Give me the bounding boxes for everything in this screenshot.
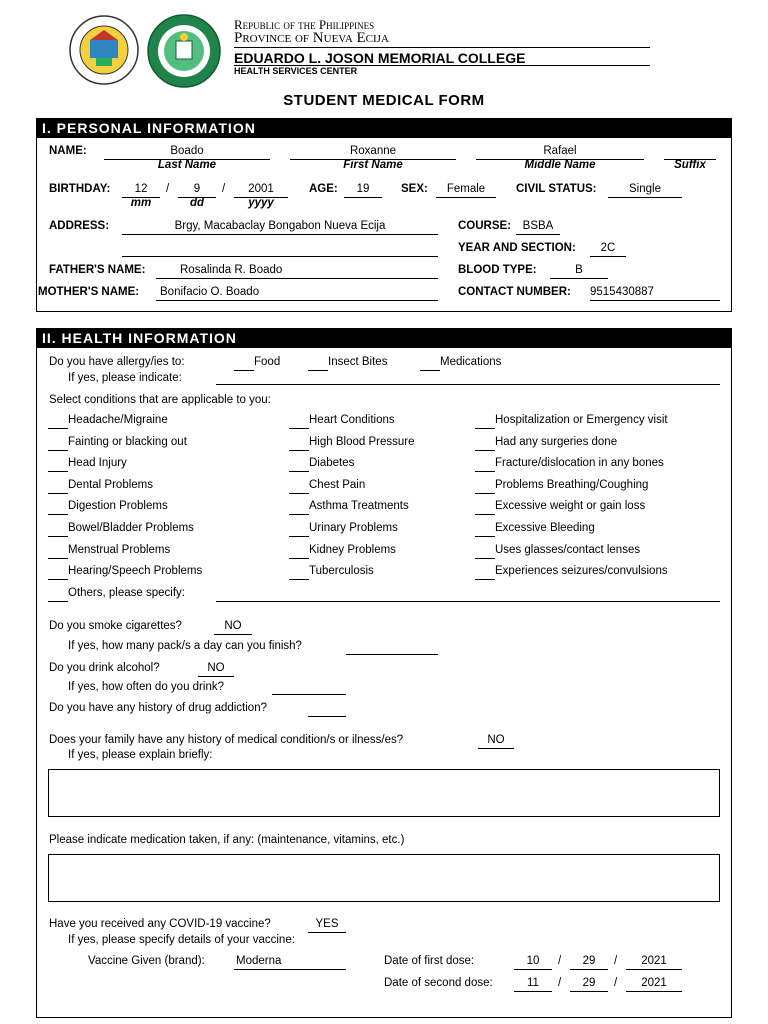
suffix-caption: Suffix xyxy=(674,159,706,171)
condition-checkbox[interactable] xyxy=(289,428,309,429)
dose1-slash-1: / xyxy=(558,955,562,967)
condition-label: Chest Pain xyxy=(309,478,366,491)
birthday-mm-caption: mm xyxy=(130,197,152,209)
vaccine-brand-label: Vaccine Given (brand): xyxy=(88,955,205,967)
condition-label: Fainting or blacking out xyxy=(68,435,187,448)
condition-checkbox[interactable] xyxy=(289,471,309,472)
dose2-month-line xyxy=(514,991,552,992)
sex-line xyxy=(436,197,496,198)
civil-status-value[interactable]: Single xyxy=(629,183,661,195)
allergy-medication-label: Medications xyxy=(440,356,502,368)
alcohol-question: Do you drink alcohol? xyxy=(49,662,160,674)
year-section-label: YEAR AND SECTION: xyxy=(458,242,576,254)
condition-checkbox[interactable] xyxy=(475,471,495,472)
dose2-slash-2: / xyxy=(614,977,618,989)
header-province: Province of Nueva Ecija xyxy=(234,30,389,46)
age-label: AGE: xyxy=(309,183,338,195)
condition-checkbox[interactable] xyxy=(475,536,495,537)
dose2-year[interactable]: 2021 xyxy=(641,977,667,989)
dose2-slash-1: / xyxy=(558,977,562,989)
family-question: Does your family have any history of medical condition/s or ilness/es? xyxy=(49,734,404,746)
birthday-label: BIRTHDAY: xyxy=(49,183,111,195)
condition-label: Tuberculosis xyxy=(309,565,374,578)
family-sub-label: If yes, please explain briefly: xyxy=(68,749,213,761)
smoke-answer-line xyxy=(214,634,252,635)
dose1-month-line xyxy=(514,969,552,970)
birthday-yyyy-caption: yyyy xyxy=(248,197,274,209)
age-line xyxy=(344,197,382,198)
condition-label: Experiences seizures/convulsions xyxy=(495,565,668,578)
middle-name-caption: Middle Name xyxy=(524,159,596,171)
last-name-value[interactable]: Boado xyxy=(170,145,204,157)
age-value[interactable]: 19 xyxy=(356,183,370,195)
address-label: ADDRESS: xyxy=(49,220,110,232)
civil-status-label: CIVIL STATUS: xyxy=(516,183,597,195)
covid-question: Have you received any COVID-19 vaccine? xyxy=(49,918,271,930)
dose1-label: Date of first dose: xyxy=(384,955,475,967)
dose2-month[interactable]: 11 xyxy=(527,977,539,989)
alcohol-answer[interactable]: NO xyxy=(207,662,225,674)
condition-label: Hearing/Speech Problems xyxy=(68,565,203,578)
alcohol-sub-label: If yes, how often do you drink? xyxy=(68,681,224,693)
first-name-caption: First Name xyxy=(343,159,403,171)
mother-line xyxy=(156,300,438,301)
family-answer-line xyxy=(478,748,514,749)
birthday-mm-value[interactable]: 12 xyxy=(134,183,148,195)
condition-checkbox[interactable] xyxy=(475,558,495,559)
dose2-day-line xyxy=(570,991,608,992)
allergy-indicate-line[interactable] xyxy=(216,384,720,385)
year-section-line xyxy=(590,256,626,257)
father-label: FATHER'S NAME: xyxy=(49,264,146,276)
covid-answer[interactable]: YES xyxy=(315,918,339,930)
allergy-medication-blank[interactable] xyxy=(420,370,440,371)
birthday-slash-1: / xyxy=(166,183,170,195)
birthday-dd-value[interactable]: 9 xyxy=(193,183,201,195)
condition-label: Hospitalization or Emergency visit xyxy=(495,414,668,426)
course-line xyxy=(516,234,560,235)
condition-checkbox[interactable] xyxy=(289,579,309,580)
form-title: STUDENT MEDICAL FORM xyxy=(283,92,485,109)
condition-checkbox[interactable] xyxy=(48,579,68,580)
dose1-year[interactable]: 2021 xyxy=(641,955,667,967)
family-answer[interactable]: NO xyxy=(487,734,505,746)
condition-checkbox[interactable] xyxy=(289,450,309,451)
contact-value[interactable]: 9515430887 xyxy=(590,286,654,298)
header-center: HEALTH SERVICES CENTER xyxy=(234,66,358,76)
allergy-indicate-label: If yes, please indicate: xyxy=(68,372,182,384)
condition-label: Diabetes xyxy=(309,457,355,470)
header-republic: Republic of the Philippines xyxy=(234,17,375,32)
header-divider-top xyxy=(234,47,650,48)
medication-box[interactable] xyxy=(48,854,720,902)
condition-label: Heart Conditions xyxy=(309,414,395,426)
birthday-yyyy-value[interactable]: 2001 xyxy=(248,183,274,195)
dose1-day-line xyxy=(570,969,608,970)
condition-checkbox[interactable] xyxy=(289,514,309,515)
vaccine-brand-value[interactable]: Moderna xyxy=(236,955,282,967)
allergy-food-blank[interactable] xyxy=(234,370,254,371)
dose2-day[interactable]: 29 xyxy=(582,977,596,989)
middle-name-value[interactable]: Rafael xyxy=(543,145,577,157)
first-name-value[interactable]: Roxanne xyxy=(349,145,397,157)
father-value[interactable]: Rosalinda R. Boado xyxy=(180,264,283,276)
father-line xyxy=(156,278,438,279)
covid-sub-label: If yes, please specify details of your vaccine: xyxy=(68,934,295,946)
condition-checkbox[interactable] xyxy=(475,428,495,429)
blood-type-value[interactable]: B xyxy=(575,264,583,276)
condition-label: Head Injury xyxy=(68,457,127,470)
condition-label: Problems Breathing/Coughing xyxy=(495,478,649,491)
dose2-year-line xyxy=(626,991,682,992)
condition-checkbox[interactable] xyxy=(289,493,309,494)
condition-label: Had any surgeries done xyxy=(495,435,618,448)
dose1-slash-2: / xyxy=(614,955,618,967)
dose1-month[interactable]: 10 xyxy=(526,955,540,967)
smoke-answer[interactable]: NO xyxy=(224,620,242,632)
smoke-sub-label: If yes, how many pack/s a day can you finish? xyxy=(68,640,302,652)
condition-checkbox[interactable] xyxy=(48,558,68,559)
select-conditions-label: Select conditions that are applicable to you: xyxy=(49,394,271,406)
birthday-dd-caption: dd xyxy=(189,197,205,209)
condition-label: Asthma Treatments xyxy=(309,500,409,513)
drug-question: Do you have any history of drug addiction? xyxy=(49,702,267,714)
condition-checkbox[interactable] xyxy=(48,428,68,429)
civil-status-line xyxy=(608,197,682,198)
medication-question: Please indicate medication taken, if any: (maintenance, vitamins, etc.) xyxy=(49,834,405,846)
condition-checkbox[interactable] xyxy=(475,514,495,515)
course-label: COURSE: xyxy=(458,220,512,232)
blood-type-line xyxy=(550,278,608,279)
smoke-question: Do you smoke cigarettes? xyxy=(49,620,182,632)
contact-line xyxy=(590,300,720,301)
condition-label: Headache/Migraine xyxy=(68,414,168,426)
blood-type-label: BLOOD TYPE: xyxy=(458,264,537,276)
condition-label: Dental Problems xyxy=(68,478,154,491)
others-blank[interactable] xyxy=(48,601,68,602)
allergy-insect-blank[interactable] xyxy=(308,370,328,371)
condition-label: Menstrual Problems xyxy=(68,543,171,556)
others-label: Others, please specify: xyxy=(68,587,185,599)
course-value[interactable]: BSBA xyxy=(522,220,554,232)
allergy-question: Do you have allergy/ies to: xyxy=(49,356,185,368)
province-seal xyxy=(68,14,140,86)
condition-checkbox[interactable] xyxy=(48,471,68,472)
condition-checkbox[interactable] xyxy=(48,493,68,494)
drug-answer-line[interactable] xyxy=(308,716,346,717)
condition-label: Kidney Problems xyxy=(309,543,396,556)
condition-label: Urinary Problems xyxy=(309,522,398,534)
contact-label: CONTACT NUMBER: xyxy=(458,286,571,298)
family-explain-box[interactable] xyxy=(48,769,720,817)
address-line-1 xyxy=(122,234,438,235)
condition-checkbox[interactable] xyxy=(289,558,309,559)
condition-label: Fracture/dislocation in any bones xyxy=(495,457,664,470)
address-value[interactable]: Brgy, Macabaclay Bongabon Nueva Ecija xyxy=(174,220,386,232)
condition-checkbox[interactable] xyxy=(48,514,68,515)
college-seal xyxy=(146,13,222,89)
vaccine-brand-line xyxy=(234,969,346,970)
condition-checkbox[interactable] xyxy=(475,579,495,580)
alcohol-sub-line[interactable] xyxy=(272,694,346,695)
others-line[interactable] xyxy=(216,601,720,602)
year-section-value[interactable]: 2C xyxy=(600,242,616,254)
condition-label: High Blood Pressure xyxy=(309,435,415,448)
smoke-sub-line[interactable] xyxy=(346,654,438,655)
name-label: NAME: xyxy=(49,145,87,157)
covid-answer-line xyxy=(308,932,346,933)
condition-label: Excessive weight or gain loss xyxy=(495,500,646,513)
alcohol-answer-line xyxy=(198,676,234,677)
condition-checkbox[interactable] xyxy=(475,493,495,494)
condition-label: Uses glasses/contact lenses xyxy=(495,543,641,556)
header-college: EDUARDO L. JOSON MEMORIAL COLLEGE xyxy=(234,50,526,66)
health-heading: II. HEALTH INFORMATION xyxy=(36,328,732,348)
dose1-day[interactable]: 29 xyxy=(582,955,596,967)
condition-label: Bowel/Bladder Problems xyxy=(68,522,194,534)
address-line-2 xyxy=(122,256,438,257)
personal-heading: I. PERSONAL INFORMATION xyxy=(36,118,732,138)
sex-value[interactable]: Female xyxy=(446,183,486,195)
sex-label: SEX: xyxy=(401,183,428,195)
allergy-food-label: Food xyxy=(254,356,281,368)
dose1-year-line xyxy=(626,969,682,970)
mother-label: MOTHER'S NAME: xyxy=(38,286,140,298)
condition-checkbox[interactable] xyxy=(48,450,68,451)
condition-label: Digestion Problems xyxy=(68,500,168,513)
condition-checkbox[interactable] xyxy=(475,450,495,451)
condition-checkbox[interactable] xyxy=(48,536,68,537)
dose2-label: Date of second dose: xyxy=(384,977,493,989)
last-name-caption: Last Name xyxy=(157,159,217,171)
mother-value[interactable]: Bonifacio O. Boado xyxy=(160,286,260,298)
allergy-insect-label: Insect Bites xyxy=(328,356,388,368)
condition-label: Excessive Bleeding xyxy=(495,522,595,534)
birthday-slash-2: / xyxy=(222,183,226,195)
condition-checkbox[interactable] xyxy=(289,536,309,537)
